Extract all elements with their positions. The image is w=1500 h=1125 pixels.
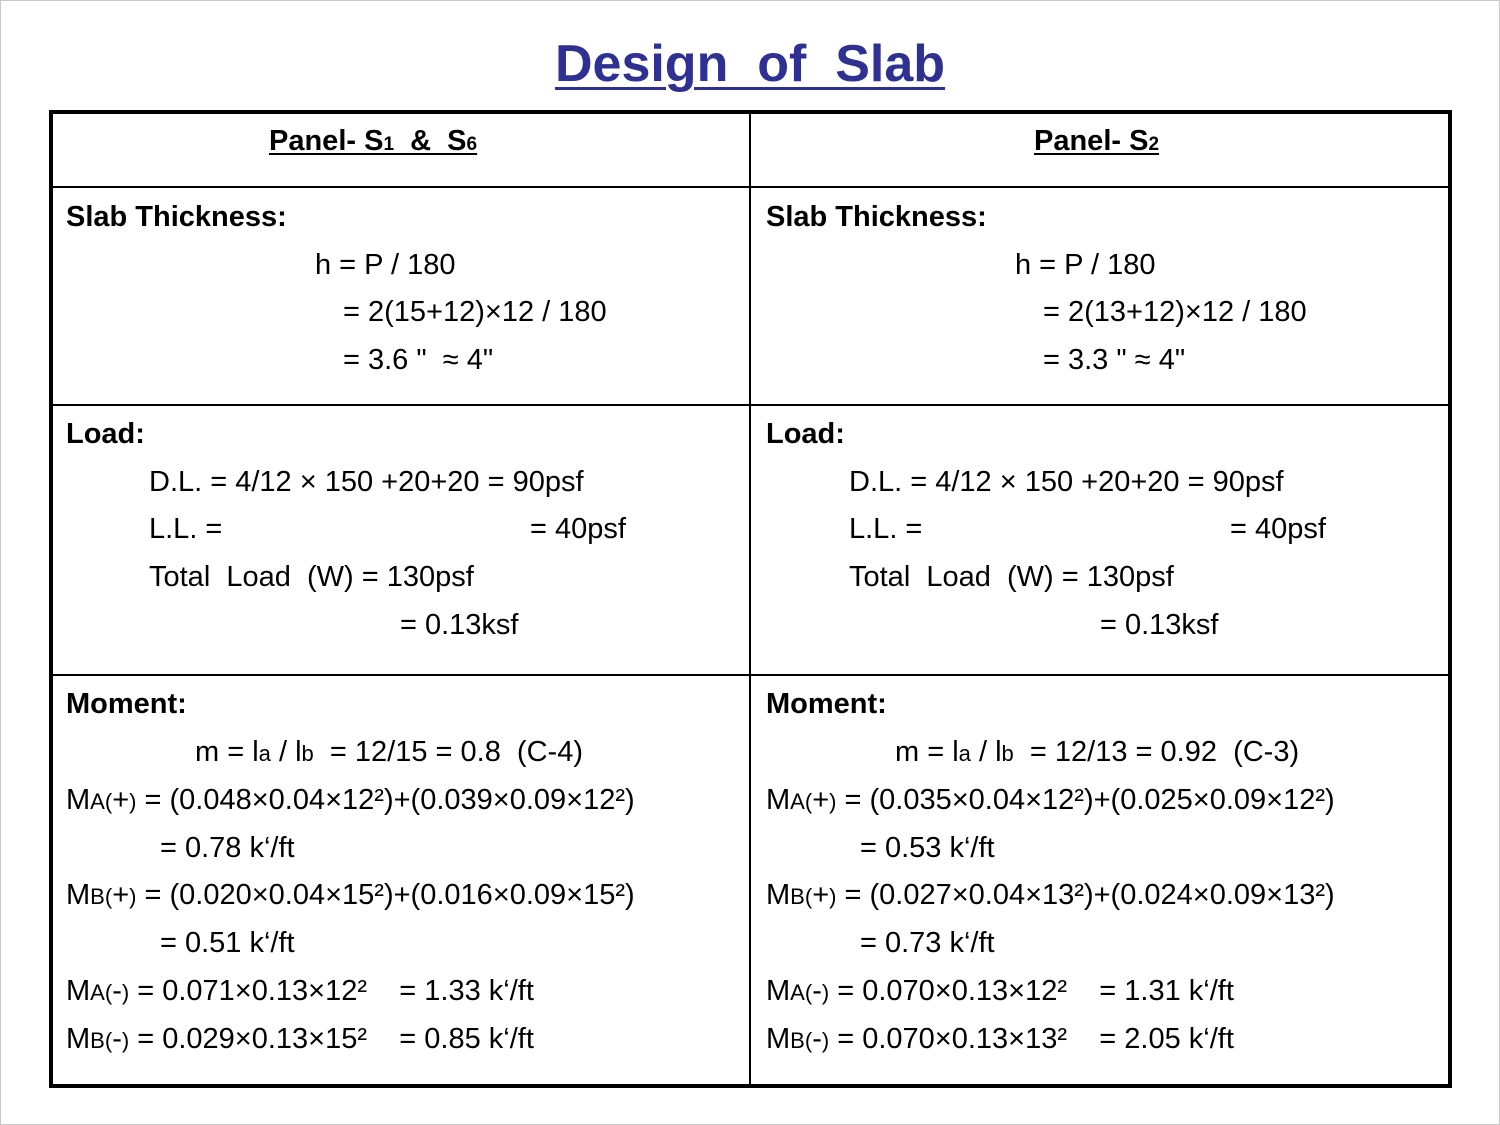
left-moment-heading: Moment:	[66, 688, 187, 720]
ratio-text: = 12/13 = 0.92 (C-3)	[1013, 736, 1300, 768]
moment-symbol: M	[766, 879, 791, 911]
ratio-subscript: b	[301, 741, 314, 766]
moment-subscript: )	[121, 980, 130, 1005]
right-moment-ratio	[895, 738, 1299, 767]
right-moment-heading: Moment:	[766, 688, 887, 720]
right-thickness-result: = 3.3 " ≈ 4"	[1043, 344, 1186, 376]
right-mb-positive	[766, 881, 1335, 910]
moment-subscript: )	[821, 1028, 830, 1053]
ratio-text: m = l	[895, 736, 959, 768]
moment-formula: = 0.071×0.13×12² = 1.33 k‘/ft	[129, 975, 534, 1007]
table-row-divider	[51, 404, 1450, 406]
header-subscript: 6	[466, 134, 478, 155]
left-moment-ratio	[195, 738, 583, 767]
right-dead-load: D.L. = 4/12 × 150 +20+20 = 90psf	[849, 466, 1284, 498]
header-panel-s2	[1034, 127, 1159, 156]
right-ma-negative	[766, 977, 1234, 1006]
right-thickness-heading: Slab Thickness:	[766, 201, 987, 233]
moment-sign: -	[812, 975, 822, 1007]
ratio-text: / l	[970, 736, 1002, 768]
moment-subscript: )	[821, 980, 830, 1005]
header-subscript: 2	[1148, 134, 1160, 155]
ratio-text: = 12/15 = 0.8 (C-4)	[313, 736, 583, 768]
left-load-heading: Load:	[66, 418, 145, 450]
right-thickness-formula: h = P / 180	[1015, 249, 1156, 281]
right-mb-negative	[766, 1025, 1234, 1054]
left-total-load: Total Load (W) = 130psf	[149, 561, 474, 593]
right-live-load-value: = 40psf	[1230, 513, 1326, 545]
table-row-divider	[51, 186, 1450, 188]
moment-subscript: B	[790, 1028, 805, 1053]
right-ma-positive	[766, 786, 1335, 815]
moment-subscript: A	[790, 789, 805, 814]
left-ma-positive	[66, 786, 635, 815]
ratio-subscript: b	[1001, 741, 1014, 766]
ratio-text: / l	[270, 736, 302, 768]
right-ma-positive-result: = 0.53 k‘/ft	[860, 832, 995, 864]
moment-formula: = (0.035×0.04×12²)+(0.025×0.09×12²)	[836, 784, 1335, 816]
header-text: Panel- S	[1034, 125, 1149, 157]
left-total-load-ksf: = 0.13ksf	[400, 609, 519, 641]
moment-sign: -	[112, 1023, 122, 1055]
left-thickness-result: = 3.6 " ≈ 4"	[343, 344, 494, 376]
page-title: Design of Slab	[554, 35, 946, 93]
left-mb-negative	[66, 1025, 534, 1054]
moment-formula: = 0.070×0.13×12² = 1.31 k‘/ft	[829, 975, 1234, 1007]
moment-subscript: )	[129, 884, 137, 909]
moment-sign: +	[812, 784, 830, 816]
moment-symbol: M	[66, 1023, 91, 1055]
right-load-heading: Load:	[766, 418, 845, 450]
right-mb-positive-result: = 0.73 k‘/ft	[860, 927, 995, 959]
right-thickness-substitution: = 2(13+12)×12 / 180	[1043, 296, 1307, 328]
header-panel-s1-s6	[269, 127, 477, 156]
moment-formula: = (0.027×0.04×13²)+(0.024×0.09×13²)	[836, 879, 1335, 911]
moment-formula: = 0.070×0.13×13² = 2.05 k‘/ft	[829, 1023, 1234, 1055]
right-total-load-ksf: = 0.13ksf	[1100, 609, 1219, 641]
moment-symbol: M	[66, 784, 91, 816]
moment-subscript: B	[90, 1028, 105, 1053]
moment-sign: -	[812, 1023, 822, 1055]
moment-subscript: B	[90, 884, 105, 909]
moment-subscript: (	[104, 980, 113, 1005]
left-thickness-formula: h = P / 180	[315, 249, 456, 281]
moment-subscript: )	[121, 1028, 130, 1053]
moment-subscript: (	[804, 1028, 813, 1053]
moment-subscript: A	[90, 789, 105, 814]
moment-subscript: A	[790, 980, 805, 1005]
moment-sign: +	[112, 879, 130, 911]
right-live-load-label: L.L. =	[849, 513, 923, 545]
moment-subscript: )	[129, 789, 137, 814]
header-text: & S	[394, 125, 467, 157]
ratio-subscript: a	[958, 741, 971, 766]
moment-subscript: (	[104, 789, 113, 814]
moment-sign: -	[112, 975, 122, 1007]
table-left-border	[49, 110, 53, 1088]
moment-symbol: M	[66, 879, 91, 911]
left-dead-load: D.L. = 4/12 × 150 +20+20 = 90psf	[149, 466, 584, 498]
moment-symbol: M	[766, 784, 791, 816]
table-row-divider	[51, 674, 1450, 676]
moment-subscript: (	[804, 789, 813, 814]
header-text: Panel- S	[269, 125, 384, 157]
moment-subscript: )	[829, 789, 837, 814]
header-subscript: 1	[383, 134, 395, 155]
ratio-subscript: a	[258, 741, 271, 766]
moment-subscript: (	[104, 1028, 113, 1053]
moment-subscript: (	[804, 980, 813, 1005]
left-thickness-heading: Slab Thickness:	[66, 201, 287, 233]
moment-formula: = (0.048×0.04×12²)+(0.039×0.09×12²)	[136, 784, 635, 816]
ratio-text: m = l	[195, 736, 259, 768]
table-right-border	[1448, 110, 1452, 1088]
moment-subscript: B	[790, 884, 805, 909]
moment-formula: = 0.029×0.13×15² = 0.85 k‘/ft	[129, 1023, 534, 1055]
moment-subscript: A	[90, 980, 105, 1005]
right-total-load: Total Load (W) = 130psf	[849, 561, 1174, 593]
table-column-divider	[749, 112, 751, 1086]
moment-subscript: )	[829, 884, 837, 909]
left-thickness-substitution: = 2(15+12)×12 / 180	[343, 296, 607, 328]
moment-symbol: M	[766, 1023, 791, 1055]
moment-symbol: M	[66, 975, 91, 1007]
left-mb-positive	[66, 881, 635, 910]
left-mb-positive-result: = 0.51 k‘/ft	[160, 927, 295, 959]
moment-sign: +	[112, 784, 130, 816]
left-live-load-label: L.L. =	[149, 513, 223, 545]
moment-sign: +	[812, 879, 830, 911]
moment-symbol: M	[766, 975, 791, 1007]
moment-formula: = (0.020×0.04×15²)+(0.016×0.09×15²)	[136, 879, 635, 911]
left-ma-positive-result: = 0.78 k‘/ft	[160, 832, 295, 864]
left-live-load-value: = 40psf	[530, 513, 626, 545]
left-ma-negative	[66, 977, 534, 1006]
moment-subscript: (	[104, 884, 113, 909]
moment-subscript: (	[804, 884, 813, 909]
